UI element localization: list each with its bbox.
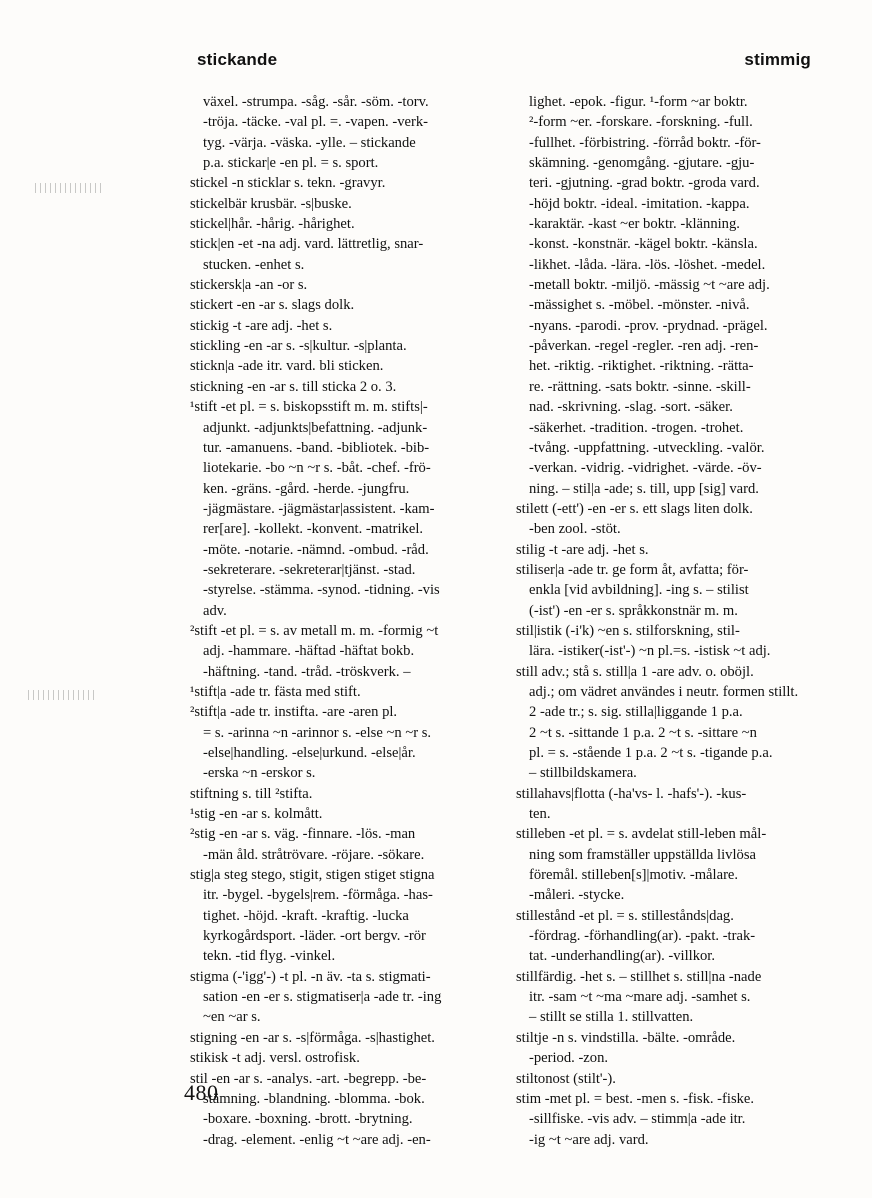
entry-continuation-line: – stillbildskamera.	[529, 765, 637, 782]
entry-continuation-line: 2 -ade tr.; s. sig. stilla|liggande 1 p.a.	[529, 704, 743, 721]
entry-headword-line: stickel|hår. -hårig. -hårighet.	[190, 216, 355, 233]
entry-continuation-line: -fullhet. -förbistring. -förråd boktr. -för-	[529, 134, 761, 151]
entry-headword-line: stim -met pl. = best. -men s. -fisk. -fiske.	[516, 1090, 755, 1107]
entry-continuation-line: ning. – stil|a -ade; s. till, upp [sig] vard.	[529, 480, 759, 497]
entry-continuation-line: itr. -sam ~t ~ma ~mare adj. -samhet s.	[529, 989, 751, 1006]
entry-continuation-line: -möte. -notarie. -nämnd. -ombud. -råd.	[203, 541, 429, 558]
entry-continuation-line: stucken. -enhet s.	[203, 256, 305, 273]
entry-headword-line: still adv.; stå s. still|a 1 -are adv. o. oböjl.	[516, 663, 754, 680]
entry-continuation-line: -erska ~n -erskor s.	[203, 765, 316, 782]
entry-headword-line: stil -en -ar s. -analys. -art. -begrepp. -be-	[190, 1070, 427, 1087]
entry-continuation-line: 2 ~t s. -sittande 1 p.a. 2 ~t s. -sittare ~n	[529, 724, 757, 741]
entry-continuation-line: tighet. -höjd. -kraft. -kraftig. -lucka	[203, 907, 409, 924]
entry-continuation-line: -metall boktr. -miljö. -mässig ~t ~are adj.	[529, 277, 770, 294]
entry-continuation-line: ²-form ~er. -forskare. -forskning. -full.	[529, 114, 753, 131]
entry-headword-line: stickert -en -ar s. slags dolk.	[190, 297, 355, 314]
entry-headword-line: stillestånd -et pl. = s. stillestånds|dag.	[516, 907, 734, 924]
entry-headword-line: ¹stig -en -ar s. kolmått.	[190, 806, 323, 823]
entry-continuation-line: -else|handling. -else|urkund. -else|år.	[203, 745, 416, 761]
entry-continuation-line: -nyans. -parodi. -prov. -prydnad. -prägel.	[529, 317, 768, 334]
running-header-left: stickande	[197, 50, 278, 69]
entry-continuation-line: -höjd boktr. -ideal. -imitation. -kappa.	[529, 195, 750, 212]
entry-headword-line: stickel -n sticklar s. tekn. -gravyr.	[190, 175, 386, 192]
entry-continuation-line: ten.	[529, 806, 551, 823]
entry-continuation-line: -män åld. stråtrövare. -röjare. -sökare.	[203, 846, 425, 863]
entry-continuation-line: sation -en -er s. stigmatiser|a -ade tr. -ing	[203, 989, 442, 1006]
entry-headword-line: stiftning s. till ²stifta.	[190, 785, 313, 802]
entry-continuation-line: -konst. -konstnär. -kägel boktr. -känsla.	[529, 236, 758, 253]
entry-continuation-line: tat. -underhandling(ar). -villkor.	[529, 948, 716, 965]
left-column	[190, 92, 488, 1150]
entry-continuation-line: -ig ~t ~are adj. vard.	[529, 1131, 649, 1148]
entry-continuation-line: enkla [vid avbildning]. -ing s. – stilist	[529, 582, 749, 599]
entry-continuation-line: -påverkan. -regel -regler. -ren adj. -ren-	[529, 338, 759, 355]
entry-headword-line: stickig -t -are adj. -het s.	[190, 317, 333, 334]
right-column	[516, 92, 814, 1150]
entry-continuation-line: -ben zool. -stöt.	[529, 521, 621, 538]
entry-headword-line: stillahavs|flotta (-ha'vs- l. -hafs'-). -kus-	[516, 785, 747, 802]
entry-headword-line: stiltonost (stilt'-).	[516, 1070, 616, 1087]
entry-headword-line: ²stift -et pl. = s. av metall m. m. -formig ~t	[190, 622, 439, 639]
entry-headword-line: stickling -en -ar s. -s|kultur. -s|planta.	[190, 338, 407, 355]
entry-continuation-line: – stillt se stilla 1. stillvatten.	[529, 1009, 694, 1026]
entry-continuation-line: ken. -gräns. -gård. -herde. -jungfru.	[203, 480, 410, 497]
entry-continuation-line: adv.	[203, 602, 227, 619]
entry-headword-line: stiliser|a -ade tr. ge form åt, avfatta; för-	[516, 561, 749, 578]
entry-headword-line: stil|istik (-i'k) ~en s. stilforskning, stil-	[516, 622, 740, 639]
entry-continuation-line: itr. -bygel. -bygels|rem. -förmåga. -has-	[203, 887, 433, 904]
entry-headword-line: stikisk -t adj. versl. ostrofisk.	[190, 1050, 360, 1067]
entry-continuation-line: = s. -arinna ~n -arinnor s. -else ~n ~r s.	[203, 724, 432, 741]
entry-continuation-line: -likhet. -låda. -lära. -lös. -löshet. -medel.	[529, 256, 766, 273]
entry-continuation-line: adj. -hammare. -häftad -häftat bokb.	[203, 643, 415, 660]
entry-continuation-line: -måleri. -stycke.	[529, 887, 625, 904]
entry-continuation-line: föremål. stilleben[s]|motiv. -målare.	[529, 867, 739, 884]
entry-continuation-line: adjunkt. -adjunkts|befattning. -adjunk-	[203, 419, 428, 436]
entry-continuation-line: -fördrag. -förhandling(ar). -pakt. -trak-	[529, 928, 756, 945]
entry-headword-line: stig|a steg stego, stigit, stigen stiget stigna	[190, 867, 435, 884]
entry-continuation-line: -mässighet s. -möbel. -mönster. -nivå.	[529, 297, 750, 314]
entry-continuation-line: -period. -zon.	[529, 1050, 609, 1067]
entry-continuation-line: (-ist') -en -er s. språkkonstnär m. m.	[529, 602, 738, 619]
entry-headword-line: ¹stift -et pl. = s. biskopsstift m. m. stifts|-	[190, 399, 428, 416]
entry-continuation-line: skämning. -genomgång. -gjutare. -gju-	[529, 155, 755, 172]
entry-continuation-line: -verkan. -vidrig. -vidrighet. -värde. -öv-	[529, 460, 762, 477]
entry-headword-line: stiltje -n s. vindstilla. -bälte. -område.	[516, 1029, 736, 1046]
scan-speck-mark	[35, 183, 105, 193]
entry-continuation-line: tekn. -tid flyg. -vinkel.	[203, 948, 336, 965]
entry-continuation-line: teri. -gjutning. -grad boktr. -groda vard.	[529, 175, 760, 192]
entry-continuation-line: -karaktär. -kast ~er boktr. -klänning.	[529, 216, 740, 233]
entry-headword-line: stigning -en -ar s. -s|förmåga. -s|hastighet.	[190, 1029, 435, 1046]
entry-continuation-line: re. -rättning. -sats boktr. -sinne. -skill-	[529, 378, 751, 395]
running-header-right: stimmig	[744, 50, 811, 69]
entry-headword-line: stillfärdig. -het s. – stillhet s. still|na -nade	[516, 968, 762, 985]
entry-continuation-line: adj.; om vädret användes i neutr. formen stillt.	[529, 683, 799, 700]
entry-continuation-line: -sillfiske. -vis adv. – stimm|a -ade itr.	[529, 1111, 746, 1128]
entry-continuation-line: -jägmästare. -jägmästar|assistent. -kam-	[203, 500, 435, 517]
entry-continuation-line: -drag. -element. -enlig ~t ~are adj. -en-	[203, 1131, 431, 1148]
entry-continuation-line: -tvång. -uppfattning. -utveckling. -valör.	[529, 439, 765, 456]
entry-continuation-line: pl. = s. -stående 1 p.a. 2 ~t s. -tigande p.a.	[529, 745, 773, 761]
entry-headword-line: stilett (-ett') -en -er s. ett slags liten dolk.	[516, 500, 753, 517]
entry-continuation-line: ~en ~ar s.	[203, 1009, 261, 1026]
entry-continuation-line: rer[are]. -kollekt. -konvent. -matrikel.	[203, 521, 424, 538]
entry-continuation-line: p.a. stickar|e -en pl. = s. sport.	[203, 155, 379, 172]
entry-continuation-line: stämning. -blandning. -blomma. -bok.	[203, 1090, 425, 1107]
entry-headword-line: stickning -en -ar s. till sticka 2 o. 3.	[190, 378, 397, 395]
entry-headword-line: stickersk|a -an -or s.	[190, 277, 308, 294]
entry-continuation-line: -tröja. -täcke. -val pl. =. -vapen. -verk-	[203, 114, 429, 131]
entry-headword-line: ¹stift|a -ade tr. fästa med stift.	[190, 683, 361, 700]
entry-continuation-line: nad. -skrivning. -slag. -sort. -säker.	[529, 399, 733, 416]
entry-continuation-line: -säkerhet. -tradition. -trogen. -trohet.	[529, 419, 744, 436]
entry-continuation-line: tyg. -värja. -väska. -ylle. – stickande	[203, 134, 416, 151]
entry-headword-line: stigma (-'igg'-) -t pl. -n äv. -ta s. stigmati-	[190, 968, 431, 985]
entry-continuation-line: lighet. -epok. -figur. ¹-form ~ar boktr.	[529, 94, 748, 110]
entry-continuation-line: lära. -istiker(-ist'-) ~n pl.=s. -istisk ~t adj.	[529, 643, 771, 660]
entry-continuation-line: liotekarie. -bo ~n ~r s. -båt. -chef. -frö-	[203, 460, 431, 477]
entry-continuation-line: ning som framställer uppställda livlösa	[529, 846, 756, 863]
entry-continuation-line: tur. -amanuens. -band. -bibliotek. -bib-	[203, 439, 430, 456]
entry-continuation-line: växel. -strumpa. -såg. -sår. -söm. -torv.	[203, 94, 429, 110]
entry-continuation-line: het. -riktig. -riktighet. -riktning. -rätta-	[529, 358, 754, 375]
entry-headword-line: ²stift|a -ade tr. instifta. -are -aren pl.	[190, 704, 398, 721]
entry-continuation-line: kyrkogårdsport. -läder. -ort bergv. -rör	[203, 928, 426, 945]
entry-headword-line: stickn|a -ade itr. vard. bli sticken.	[190, 358, 384, 375]
entry-continuation-line: -sekreterare. -sekreterar|tjänst. -stad.	[203, 561, 416, 578]
entry-continuation-line: -häftning. -tand. -tråd. -tröskverk. –	[203, 663, 411, 680]
entry-headword-line: ²stig -en -ar s. väg. -finnare. -lös. -man	[190, 826, 416, 843]
entry-headword-line: stickelbär krusbär. -s|buske.	[190, 195, 352, 212]
entry-continuation-line: -styrelse. -stämma. -synod. -tidning. -vis	[203, 582, 440, 599]
entry-headword-line: stilleben -et pl. = s. avdelat still-leben mål-	[516, 826, 767, 843]
scan-speck-mark	[28, 690, 98, 700]
page-number: 480	[184, 1080, 219, 1105]
entry-headword-line: stilig -t -are adj. -het s.	[516, 541, 649, 558]
entry-continuation-line: -boxare. -boxning. -brott. -brytning.	[203, 1111, 413, 1128]
entry-headword-line: stick|en -et -na adj. vard. lättretlig, snar-	[190, 236, 424, 253]
